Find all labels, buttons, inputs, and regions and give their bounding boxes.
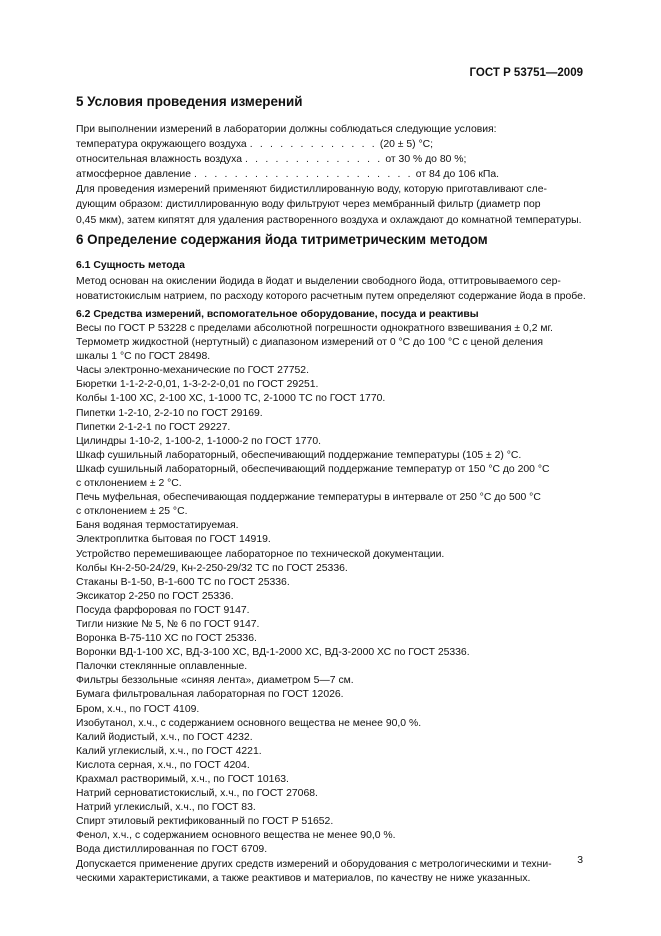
list-item: Бумага фильтровальная лабораторная по ГОСТ 12026. [76, 689, 344, 701]
list-item: Колбы 1-100 ХС, 2-100 ХС, 1-1000 ТС, 2-1000 ТС по ГОСТ 1770. [76, 393, 386, 405]
condition-label: относительная влажность воздуха [76, 154, 242, 166]
conditions-list [76, 137, 586, 182]
list-item: с отклонением ± 2 °С. [76, 478, 182, 490]
list-item: Часы электронно-механические по ГОСТ 27752. [76, 365, 309, 377]
condition-label: атмосферное давление [76, 169, 192, 181]
list-item: Фильтры беззольные «синяя лента», диаметром 5—7 см. [76, 675, 354, 687]
paragraph-line: Метод основан на окислении йодида в йодат и выделении свободного йода, оттитровываемого сер- [76, 276, 561, 287]
list-item: Электроплитка бытовая по ГОСТ 14919. [76, 534, 271, 546]
subsection-6-2-title: 6.2 Средства измерений, вспомогательное оборудование, посуда и реактивы [76, 309, 479, 320]
list-item: Спирт этиловый ректификованный по ГОСТ Р 51652. [76, 816, 334, 828]
condition-value: от 30 % до 80 %; [385, 154, 467, 166]
list-item: Изобутанол, х.ч., с содержанием основного вещества не менее 90,0 %. [76, 717, 422, 729]
paragraph-line: Для проведения измерений применяют бидистиллированную воду, которую приготавливают сле- [76, 184, 547, 196]
condition-label: температура окружающего воздуха [76, 139, 247, 151]
section-5-title: 5 Условия проведения измерений [76, 94, 303, 109]
equipment-list [76, 322, 586, 886]
list-item: Посуда фарфоровая по ГОСТ 9147. [76, 604, 250, 616]
list-item: Пипетки 1-2-10, 2-2-10 по ГОСТ 29169. [76, 407, 263, 419]
list-item: шкалы 1 °С по ГОСТ 28498. [76, 351, 211, 363]
list-item: Шкаф сушильный лабораторный, обеспечивающий поддержание температуры (105 ± 2) °С. [76, 449, 522, 461]
list-item: Печь муфельная, обеспечивающая поддержание температуры в интервале от 250 °С до 500 °С [76, 492, 541, 504]
section-5-intro: При выполнении измерений в лаборатории должны соблюдаться следующие условия: [76, 124, 497, 135]
list-item: Бюретки 1-1-2-2-0,01, 1-3-2-2-0,01 по ГОСТ 29251. [76, 379, 319, 391]
condition-leader: . . . . . . . . . . . . . . [244, 154, 383, 166]
list-item: Эксикатор 2-250 по ГОСТ 25336. [76, 590, 234, 602]
list-item: Устройство перемешивающее лабораторное по технической документации. [76, 548, 445, 560]
list-item: ческими характеристиками, а также реактивов и материалов, по качеству не ниже указанных. [76, 872, 531, 884]
paragraph-line: 0,45 мкм), затем кипятят для удаления растворенного воздуха и охлаждают до комнатной температуры. [76, 214, 582, 226]
list-item: Тигли низкие № 5, № 6 по ГОСТ 9147. [76, 618, 260, 630]
list-item: Калий йодистый, х.ч., по ГОСТ 4232. [76, 731, 253, 743]
list-item: Цилиндры 1-10-2, 1-100-2, 1-1000-2 по ГОСТ 1770. [76, 435, 321, 447]
subsection-6-1-body [76, 274, 586, 304]
condition-leader: . . . . . . . . . . . . . [249, 139, 377, 151]
list-item: Бром, х.ч., по ГОСТ 4109. [76, 703, 200, 715]
list-item: Стаканы В-1-50, В-1-600 ТС по ГОСТ 25336. [76, 576, 290, 588]
condition-row [76, 152, 586, 167]
list-item: Натрий углекислый, х.ч., по ГОСТ 83. [76, 802, 256, 814]
list-item: Вода дистиллированная по ГОСТ 6709. [76, 844, 268, 856]
list-item: Весы по ГОСТ Р 53228 с пределами абсолютной погрешности однократного взвешивания ± 0,2 мг. [76, 323, 553, 334]
list-item: Воронки ВД-1-100 ХС, ВД-3-100 ХС, ВД-1-2000 ХС, ВД-3-2000 ХС по ГОСТ 25336. [76, 647, 470, 659]
condition-row [76, 137, 586, 152]
paragraph-line: новатистокислым натрием, по расходу которого расчетным путем определяют содержание йода в пробе. [76, 291, 586, 303]
subsection-6-1-title: 6.1 Сущность метода [76, 260, 185, 271]
list-item: Баня водяная термостатируемая. [76, 520, 239, 532]
list-item: Калий углекислый, х.ч., по ГОСТ 4221. [76, 745, 262, 757]
section-5-body [76, 122, 586, 228]
section-6-title: 6 Определение содержания йода титриметрическим методом [76, 232, 488, 247]
list-item: с отклонением ± 25 °С. [76, 506, 188, 518]
list-item: Допускается применение других средств измерений и оборудования с метрологическими и техни- [76, 858, 552, 870]
list-item: Колбы Кн-2-50-24/29, Кн-2-250-29/32 ТС по ГОСТ 25336. [76, 562, 348, 574]
list-item: Воронка В-75-110 ХС по ГОСТ 25336. [76, 633, 257, 645]
water-paragraph [76, 182, 586, 227]
document-header: ГОСТ Р 53751—2009 [469, 67, 583, 79]
list-item: Кислота серная, х.ч., по ГОСТ 4204. [76, 759, 250, 771]
list-item: Натрий серноватистокислый, х.ч., по ГОСТ 27068. [76, 788, 318, 800]
condition-value: (20 ± 5) °С; [379, 139, 434, 151]
page-number: 3 [577, 855, 583, 866]
condition-row [76, 167, 586, 182]
paragraph-line: дующим образом: дистиллированную воду фильтруют через мембранный фильтр (диаметр пор [76, 199, 541, 211]
list-item: Крахмал растворимый, х.ч., по ГОСТ 10163. [76, 774, 289, 785]
list-item: Палочки стеклянные оплавленные. [76, 661, 248, 673]
list-item: Пипетки 2-1-2-1 по ГОСТ 29227. [76, 421, 231, 433]
list-item: Шкаф сушильный лабораторный, обеспечивающий поддержание температур от 150 °С до 200 °С [76, 463, 550, 475]
condition-value: от 84 до 106 кПа. [415, 169, 500, 181]
list-item: Фенол, х.ч., с содержанием основного вещества не менее 90,0 %. [76, 830, 396, 842]
list-item: Термометр жидкостной (нертутный) с диапазоном измерений от 0 °С до 100 °С с ценой деления [76, 337, 543, 349]
condition-leader: . . . . . . . . . . . . . . . . . . . . . . [194, 169, 413, 181]
